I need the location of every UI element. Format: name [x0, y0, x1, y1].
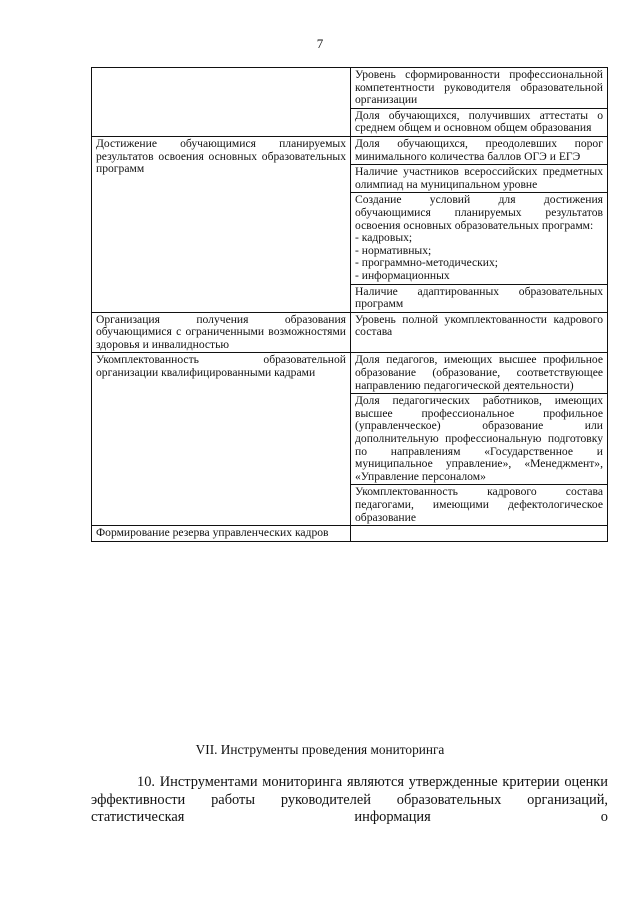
- table-row: [92, 526, 608, 542]
- page-number: 7: [316, 36, 324, 51]
- list-item: - программно-методических;: [355, 256, 499, 270]
- criterion-cell: [92, 68, 351, 137]
- criterion-cell: Укомплектованность образовательной организации квалифицированными кадрами: [92, 353, 351, 526]
- indicator-cell: Уровень сформированности профессиональной компетентности руководителя образовательной организации: [351, 68, 608, 109]
- indicator-cell: Уровень полной укомплектованности кадрового состава: [351, 312, 608, 353]
- indicator-cell: Доля обучающихся, преодолевших порог минимального количества баллов ОГЭ и ЕГЭ: [351, 136, 608, 164]
- criterion-cell: Формирование резерва управленческих кадров: [92, 526, 351, 542]
- indicator-cell: Доля педагогических работников, имеющих высшее профессиональное профильное (управленческое) образование или дополнительную профессиональную подготовку по направлениям «Государственное и муниципальное управление», «Менеджмент», «Управление персоналом»: [351, 394, 608, 485]
- list-item: - информационных: [355, 268, 450, 282]
- indicator-cell: [351, 526, 608, 542]
- criterion-cell: Достижение обучающимися планируемых результатов освоения основных образовательных программ: [92, 136, 351, 312]
- list-item: - нормативных;: [355, 243, 432, 257]
- body-paragraph: 10. Инструментами мониторинга являются утвержденные критерии оценки эффективности работы руководителей образовательных организаций, статистическая информация о: [91, 774, 608, 825]
- indicator-cell: Наличие адаптированных образовательных программ: [351, 284, 608, 312]
- table-row: [92, 136, 608, 164]
- table-row: [92, 312, 608, 353]
- table-row: [92, 68, 608, 109]
- criterion-cell: Организация получения образования обучающимися с ограниченными возможностями здоровья и инвалидностью: [92, 312, 351, 353]
- indicator-intro: Создание условий для достижения обучающимися планируемых результатов освоения основных образовательных программ:: [355, 193, 603, 232]
- indicator-cell: Наличие участников всероссийских предметных олимпиад на муниципальном уровне: [351, 165, 608, 193]
- table-row: [92, 353, 608, 394]
- indicator-cell: [351, 193, 608, 284]
- indicator-cell: Доля педагогов, имеющих высшее профильное образование (образование, соответствующее направлению педагогической деятельности): [351, 353, 608, 394]
- indicator-cell: Укомплектованность кадрового состава педагогами, имеющими дефектологическое образование: [351, 485, 608, 526]
- indicator-cell: Доля обучающихся, получивших аттестаты о среднем общем и основном общем образования: [351, 108, 608, 136]
- list-item: - кадровых;: [355, 231, 413, 245]
- criteria-table: [91, 67, 608, 542]
- section-title: VII. Инструменты проведения мониторинга: [195, 742, 445, 757]
